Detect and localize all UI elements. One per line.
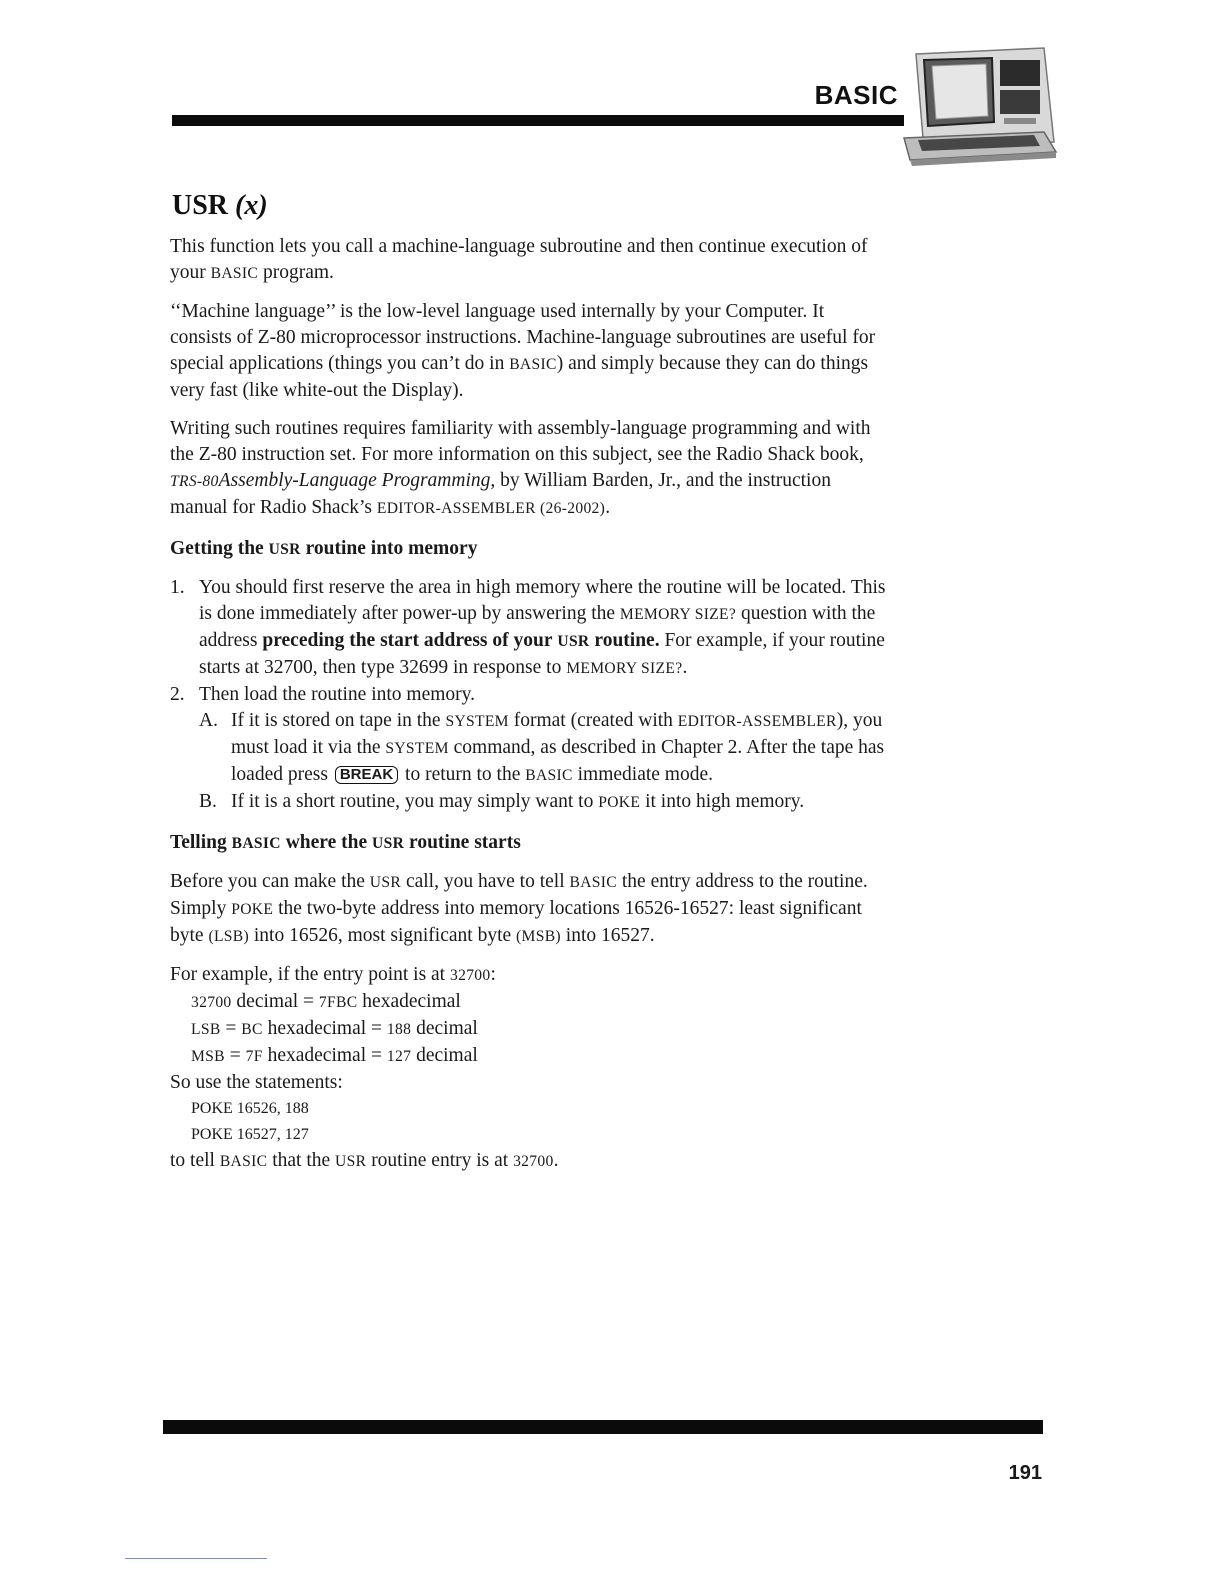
conversion-line-decimal: 32700 decimal = 7FBC hexadecimal: [191, 991, 461, 1012]
body-content: [170, 234, 890, 1175]
step-2: 2. Then load the routine into memory. A. If it is stored on tape in the SYSTEM format (created with EDITOR-ASSEMBLER), you must load it via the SYSTEM command, as described in Chapter 2. After the tape has loaded press BREAK to return to the BASIC immediate mode. B. If it is a short routine, you may simply want to POKE it into high memory.: [170, 682, 890, 816]
code-line-1: POKE 16526, 188: [191, 1100, 309, 1117]
header-rule: [172, 115, 904, 126]
page-title: [172, 190, 268, 222]
example-intro: For example, if the entry point is at 32700:: [170, 964, 496, 985]
example-outro: to tell BASIC that the USR routine entry is at 32700.: [170, 1150, 559, 1171]
example-block: [170, 962, 890, 1175]
title-keyword: USR: [172, 190, 229, 221]
section-heading-telling-basic: Telling BASIC where the USR routine starts: [170, 832, 521, 853]
steps-list: [170, 575, 890, 816]
footer-rule: [163, 1420, 1043, 1434]
trs80-computer-icon: [894, 46, 1064, 170]
break-key-icon: BREAK: [335, 766, 398, 784]
writing-routines-paragraph: Writing such routines requires familiarity with assembly-language programming and with the Z-80 instruction set. For more information on this subject, see the Radio Shack book, TRS-80Assembly-Language Programming, by William Barden, Jr., and the instruction manual for Radio Shack’s EDITOR-ASSEMBLER (26-2002).: [170, 418, 871, 518]
intro-paragraph: This function lets you call a machine-language subroutine and then continue execution of your BASIC program.: [170, 236, 868, 283]
entry-address-paragraph: Before you can make the USR call, you have to tell BASIC the entry address to the routine. Simply POKE the two-byte address into memory locations 16526-16527: least significant byte (LSB) into 16526, most significant byte (MSB) into 16527.: [170, 871, 868, 946]
code-line-2: POKE 16527, 127: [191, 1126, 309, 1143]
book-title: Assembly-Language Programming,: [218, 470, 496, 491]
substep-a: A. If it is stored on tape in the SYSTEM format (created with EDITOR-ASSEMBLER), you must load it via the SYSTEM command, as described in Chapter 2. After the tape has loaded press BREAK to return to the BASIC immediate mode.: [199, 710, 885, 785]
substep-b: B. If it is a short routine, you may simply want to POKE it into high memory.: [199, 791, 805, 812]
machine-language-paragraph: ‘‘Machine language’’ is the low-level language used internally by your Computer. It consists of Z-80 microprocessor instructions. Machine-language subroutines are useful for special applications (things you can’t do in BASIC) and simply because they can do things very fast (like white-out the Display).: [170, 301, 876, 401]
section-heading-getting-usr: Getting the USR routine into memory: [170, 538, 478, 559]
step-1: 1. You should first reserve the area in high memory where the routine will be located. This is done immediately after power-up by answering the MEMORY SIZE? question with the address preceding the start address of your USR routine. For example, if your routine starts at 32700, then type 32699 in response to MEMORY SIZE?.: [170, 577, 886, 678]
conversion-line-msb: MSB = 7F hexadecimal = 127 decimal: [191, 1045, 478, 1066]
footer-divider: [125, 1558, 267, 1559]
header-label: BASIC: [814, 80, 898, 110]
page-number: 191: [1008, 1462, 1042, 1484]
title-argument: (x): [235, 190, 268, 221]
statements-intro: So use the statements:: [170, 1072, 343, 1093]
conversion-line-lsb: LSB = BC hexadecimal = 188 decimal: [191, 1018, 478, 1039]
step-2-substeps: [199, 708, 890, 816]
